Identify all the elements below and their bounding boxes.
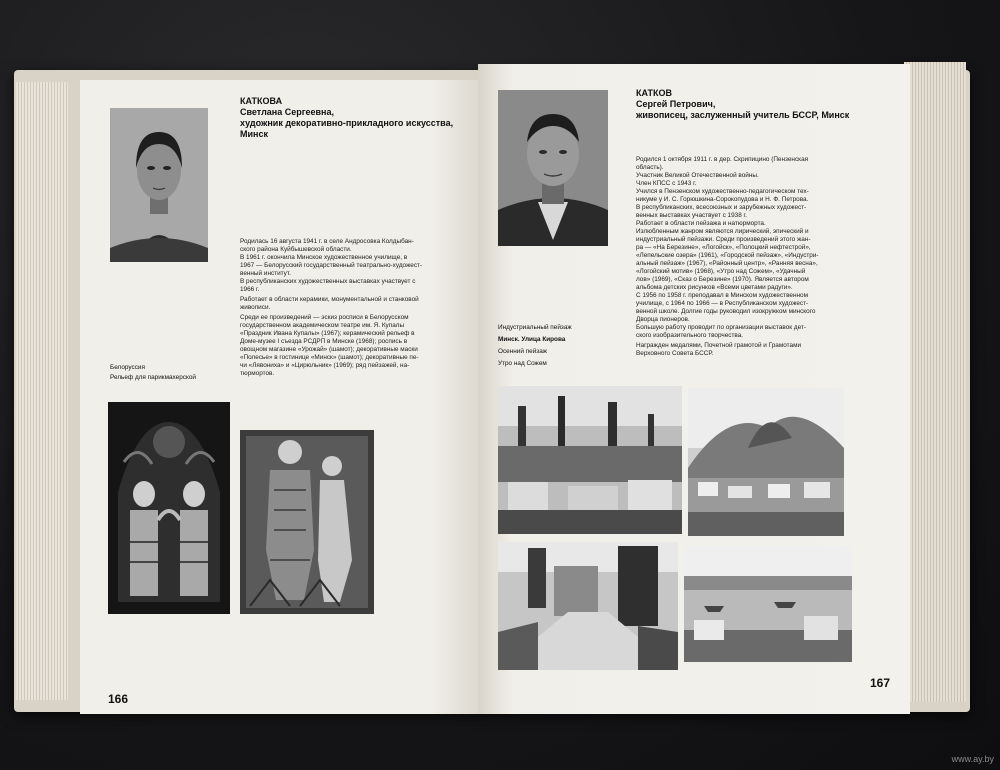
page-edges-right xyxy=(904,62,966,702)
bio-line: С 1956 по 1958 г. преподавал в Минском художественном xyxy=(636,292,808,299)
left-page xyxy=(80,80,478,714)
page-number-left: 166 xyxy=(108,692,129,706)
bio-line: Среди ее произведений — эскиз росписи в Белорусском xyxy=(240,314,409,321)
right-page xyxy=(478,64,910,714)
ceramic-relief-photo-1 xyxy=(108,402,230,614)
bio-line: Излюбленным жанром являются лирический, эпический и xyxy=(636,228,809,235)
bio-line: лов» (1969), «Сказ о Березине» (1970). Является автором xyxy=(636,276,809,283)
bio-line: овощном магазине «Урожай» (шамот); декоративные маски xyxy=(240,346,418,353)
bio-line: Награжден медалями, Почетной грамотой и Грамотами xyxy=(636,342,802,349)
bio-line: Учился в Пензенском художественно-педагогическом тех- xyxy=(636,188,809,195)
artwork-caption: Белоруссия xyxy=(110,364,145,371)
artwork-caption: Утро над Сожем xyxy=(498,360,547,367)
bio-line: Дворца пионеров. xyxy=(636,316,690,323)
artwork-caption: Рельеф для парикмахерской xyxy=(110,374,196,381)
bio-line: 1967 — Белорусский государственный театрально-художест- xyxy=(240,262,423,269)
bio-line: 1966 г. xyxy=(240,286,260,293)
bio-line: область). xyxy=(636,164,664,171)
bio-line: Родился 1 октября 1911 г. в дер. Скрипицино (Пензенская xyxy=(636,156,809,163)
bio-line: государственном академическом театре им. Я. Купалы xyxy=(240,322,405,329)
portrait-photo-man xyxy=(498,90,608,246)
bio-line: тюрмортов. xyxy=(240,370,275,377)
portrait-photo-woman xyxy=(110,108,208,262)
author-role: живописец, заслуженный учитель БССР, Минск xyxy=(636,110,850,120)
bio-line: Родилась 16 августа 1941 г. в селе Андросовка Колдыбан- xyxy=(240,238,414,245)
bio-line: В 1961 г. окончила Минское художественное училище, в xyxy=(240,254,408,261)
bio-line: Верховного Совета БССР. xyxy=(636,350,714,357)
bio-line: Большую работу проводит по организации выставок дет- xyxy=(636,324,806,331)
bio-line: альбома детских рисунков «Всеми цветами радуги». xyxy=(636,284,793,291)
artwork-caption: Индустриальный пейзаж xyxy=(498,324,572,331)
page-number-right: 167 xyxy=(870,676,891,690)
bio-line: «Логойский мотив» (1968), «Утро над Сожем», «Удачный xyxy=(636,268,806,275)
painting-kirova-street xyxy=(688,388,844,536)
bio-line: живописи. xyxy=(240,304,271,311)
bio-line: венный институт. xyxy=(240,270,291,277)
bio-line: ского изобразительного творчества. xyxy=(636,332,744,339)
bio-line: венных выставках участвует с 1938 г. xyxy=(636,212,747,219)
ceramic-relief-photo-2 xyxy=(240,430,374,614)
site-watermark: www.ay.by xyxy=(951,754,994,764)
bio-line: Член КПСС с 1943 г. xyxy=(636,180,697,187)
author-name: Сергей Петрович, xyxy=(636,99,716,109)
bio-line: альный пейзаж» (1967), «Районный центр», «Ранняя весна», xyxy=(636,260,818,267)
bio-line: венной школе. Долгие годы руководил изокружком минского xyxy=(636,308,816,315)
painting-morning-over-sozh xyxy=(684,546,852,662)
bio-line: В республиканских художественных выставках участвует с xyxy=(240,278,416,285)
bio-line: ского района Куйбышевской области. xyxy=(240,246,352,253)
bio-line: «Полесье» в гостинице «Минск» (шамот); декоративные пе- xyxy=(240,354,419,361)
page-edges-left xyxy=(16,82,68,700)
bio-line: индустриальный пейзажи. Среди произведений этого жан- xyxy=(636,236,811,243)
author-name: Светлана Сергеевна, xyxy=(240,107,334,117)
author-surname: КАТКОВА xyxy=(240,96,283,106)
author-city: Минск xyxy=(240,129,268,139)
bio-line: Доме-музее I съезда РСДРП в Минске (1968); роспись в xyxy=(240,338,408,345)
bio-line: «Лепельские озера» (1961), «Городской пейзаж», «Индустри- xyxy=(636,252,819,259)
artwork-caption: Минск. Улица Кирова xyxy=(498,336,566,343)
author-role: художник декоративно-прикладного искусства, xyxy=(240,118,454,128)
bio-line: ра — «На Березине», «Логойск», «Полоцкий нефтестрой», xyxy=(636,244,811,251)
bio-line: училище, с 1964 по 1966 — в Республиканском художест- xyxy=(636,300,809,307)
painting-autumn-landscape xyxy=(498,542,678,670)
bio-line: чи «Лявониха» и «Цирюльник» (1969); ряд пейзажей, на- xyxy=(240,362,410,369)
bio-line: «Праздник Ивана Купалы» (1967); керамический рельеф в xyxy=(240,330,415,337)
bio-line: В республиканских, всесоюзных и зарубежных художест- xyxy=(636,204,807,211)
bio-line: Участник Великой Отечественной войны. xyxy=(636,172,759,179)
bio-line: Работает в области керамики, монументальной и станковой xyxy=(240,296,419,303)
author-surname: КАТКОВ xyxy=(636,88,673,98)
painting-industrial-landscape xyxy=(498,386,682,534)
bio-line: Работает в области пейзажа и натюрморта. xyxy=(636,220,766,227)
bio-line: никуме у И. С. Горюшкина-Сорокопудова и Н. Ф. Петрова. xyxy=(636,196,809,203)
artwork-caption: Осенний пейзаж xyxy=(498,348,548,355)
